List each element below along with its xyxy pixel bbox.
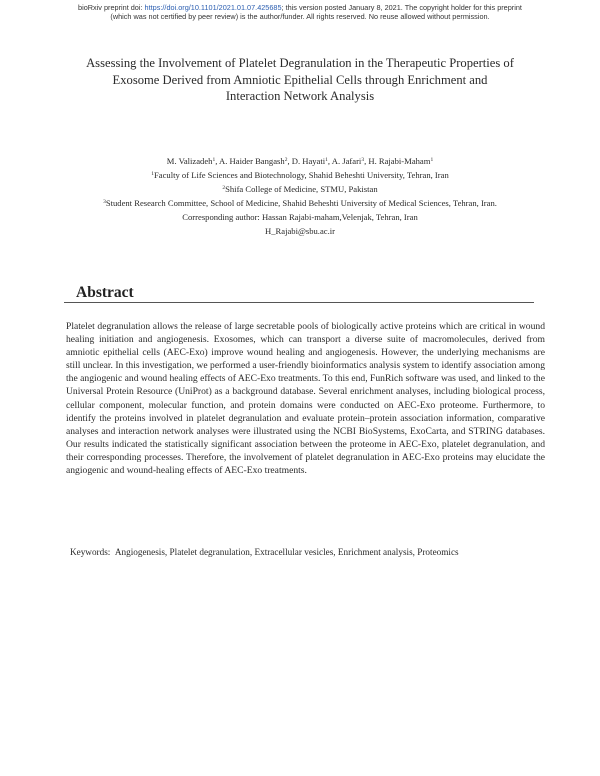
corresponding-author: Corresponding author: Hassan Rajabi-maham,Velenjak, Tehran, Iran [182,212,418,222]
keywords [70,546,550,558]
author: A. Jafari$^3$ [331,156,365,166]
affiliation: $^2$Shifa College of Medicine, STMU, Pakistan [222,184,378,194]
abstract-body: Platelet degranulation allows the release of large secretable pools of biologically active proteins which are critical in wound healing initiation and angiogenesis. Exosomes, which can transport a diverse suite of macromolecules, derived from amniotic epithelial cells (AEC-Exo) improve wound healing and angiogenesis. However, the underlying mechanisms are still unclear. In this investigation, we performed a user-friendly bioinformatics analysis system to identify association among the angiogenic and wound healing effects of AEC-Exo treatments. To this end, FunRich software was used, and linked to the Universal Protein Resource (UniProt) as a background database. Several enrichment analyses, including biological process, cellular component, molecular function, and protein domains were conducted on AEC-Exo proteome. Furthermore, to identify the proteins involved in platelet degranulation and evaluate protein–protein association information, comparative analyses and interaction network analyses were illustrated using the NCBI BioSystems, ExoCarta, and STRING databases. Our results indicated the statistically significant association between the proteome in AEC-Exo, platelet degranulation, and their corresponding processes. Therefore, the involvement of platelet degranulation in AEC-Exo proteins may elucidate the angiogenic and wound-healing effects of AEC-Exo treatments. [66,321,545,477]
title-line: Exosome Derived from Amniotic Epithelial Cells through Enrichment and [112,72,488,87]
author: H. Rajabi-Maham$^1$ [368,156,434,166]
author: A. Haider Bangash$^2$ [219,156,288,166]
author-block [40,154,560,238]
author: M. Valizadeh$^1$ [166,156,216,166]
preprint-notice [0,3,600,21]
preprint-notice-line1: bioRxiv preprint doi: https://doi.org/10.1101/2021.01.07.425685; this version posted January 8, 2021. The copyright holder for this preprint [78,3,522,12]
author-list: M. Valizadeh$^1$, A. Haider Bangash$^2$, D. Hayati$^1$, A. Jafari$^3$, H. Rajabi-Maham$^1$ [166,156,434,166]
affiliation: $^3$Student Research Committee, School of Medicine, Shahid Beheshti University of Medical Sciences, Tehran, Iran. [103,198,497,208]
preprint-notice-line2: (which was not certified by peer review) is the author/funder. All rights reserved. No reuse allowed without permission. [110,12,490,21]
keywords-label: Keywords: [70,547,111,557]
keywords-text: Angiogenesis, Platelet degranulation, Extracellular vesicles, Enrichment analysis, Proteomics [114,547,459,557]
abstract-heading: Abstract [76,284,134,301]
title-line: Assessing the Involvement of Platelet Degranulation in the Therapeutic Properties of [86,56,514,70]
abstract-divider [64,302,534,303]
affiliation: $^1$Faculty of Life Sciences and Biotechnology, Shahid Beheshti University, Tehran, Iran [151,170,449,180]
author: D. Hayati$^1$ [291,156,328,166]
corresponding-email[interactable]: H_Rajabi@sbu.ac.ir [265,226,335,236]
title-line: Interaction Network Analysis [225,89,375,103]
doi-link[interactable]: https://doi.org/10.1101/2021.01.07.425685 [144,3,282,12]
paper-title [60,55,540,105]
